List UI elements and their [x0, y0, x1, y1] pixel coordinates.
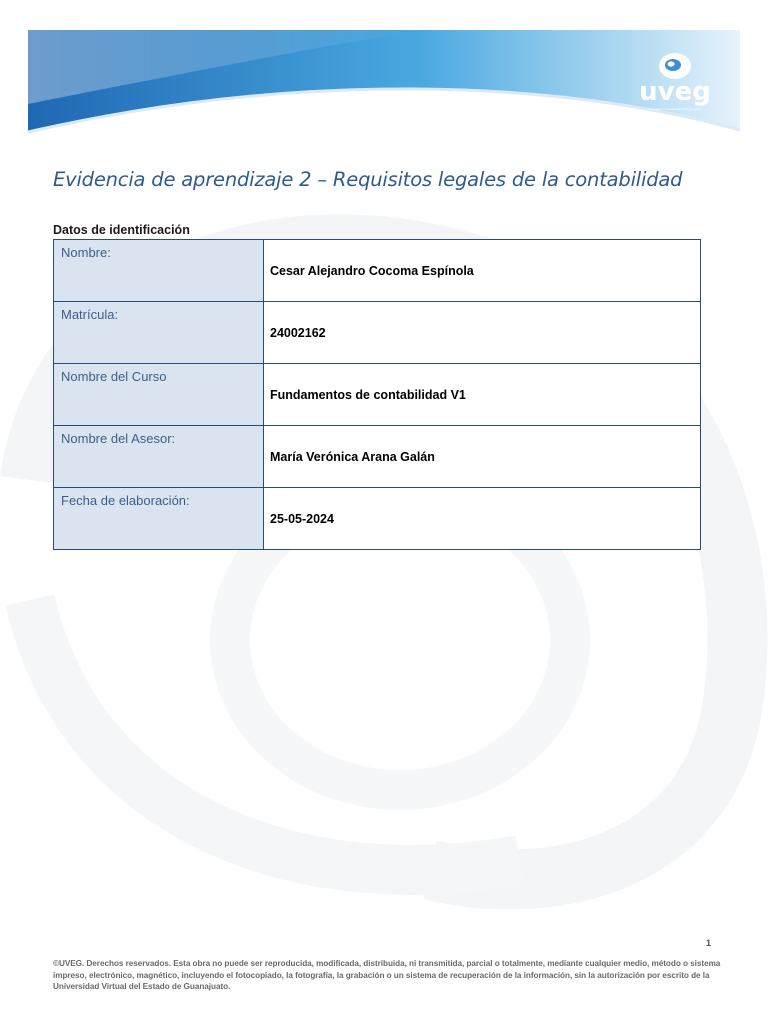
- row-value: 25-05-2024: [264, 488, 701, 550]
- row-label: Nombre del Curso: [54, 364, 264, 426]
- table-row: [54, 426, 701, 488]
- logo-text: uveg: [639, 77, 711, 107]
- row-label: Nombre:: [54, 240, 264, 302]
- page-number: 1: [706, 938, 712, 948]
- table-row: [54, 240, 701, 302]
- row-label: Matrícula:: [54, 302, 264, 364]
- row-value: Fundamentos de contabilidad V1: [264, 364, 701, 426]
- uveg-logo: [630, 46, 720, 118]
- copyright-footer: ©UVEG. Derechos reservados. Esta obra no puede ser reproducida, modificada, distribuida, ni transmitida, parcial o totalmente, mediante cualquier medio, método o sistema impreso, electrónico, magnético, incluyendo el fotocopiado, la fotografía, la grabación o un sistema de recuperación de la información, sin la autorización por escrito de la Universidad Virtual del Estado de Guanajuato.: [53, 959, 721, 991]
- table-row: [54, 302, 701, 364]
- table-row: [54, 488, 701, 550]
- logo-subtext: universidad virtual del estado de guanajuato: [648, 108, 702, 111]
- table-row: [54, 364, 701, 426]
- row-label: Nombre del Asesor:: [54, 426, 264, 488]
- row-value: Cesar Alejandro Cocoma Espínola: [264, 240, 701, 302]
- document-title: Evidencia de aprendizaje 2 – Requisitos legales de la contabilidad: [53, 168, 683, 191]
- identification-table: [53, 239, 701, 550]
- row-label: Fecha de elaboración:: [54, 488, 264, 550]
- row-value: María Verónica Arana Galán: [264, 426, 701, 488]
- row-value: 24002162: [264, 302, 701, 364]
- section-label: Datos de identificación: [53, 223, 190, 237]
